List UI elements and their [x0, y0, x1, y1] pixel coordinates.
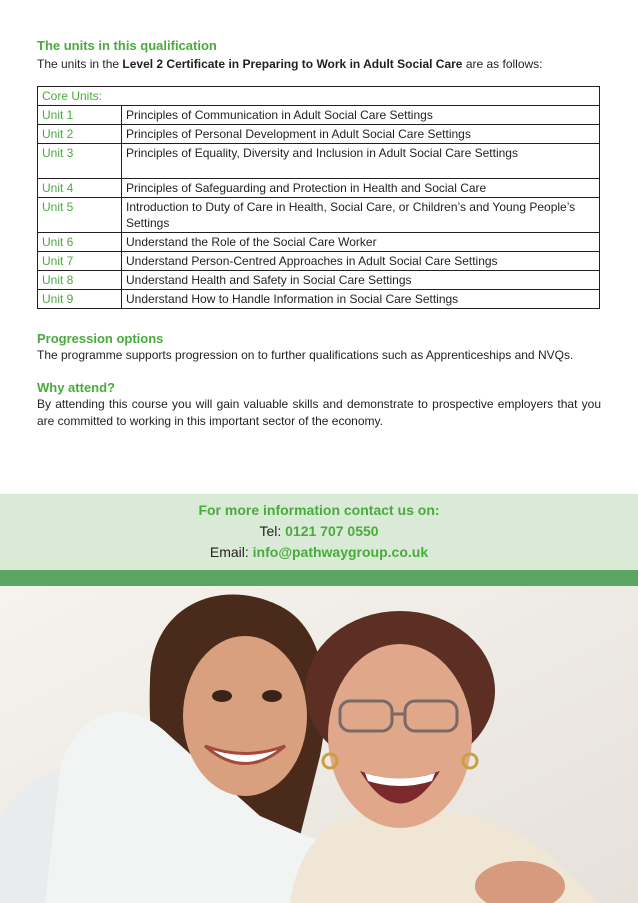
unit-number: Unit 9: [38, 290, 122, 309]
unit-title: Principles of Equality, Diversity and Inclusion in Adult Social Care Settings: [122, 144, 600, 179]
contact-tel: [0, 521, 638, 542]
why-attend-heading: Why attend?: [37, 380, 115, 395]
units-intro-after: are as follows:: [462, 57, 543, 71]
table-row: [38, 106, 600, 125]
unit-number: Unit 1: [38, 106, 122, 125]
unit-number: Unit 4: [38, 179, 122, 198]
photo-illustration: [0, 586, 638, 903]
units-heading: The units in this qualification: [37, 38, 217, 53]
email-link[interactable]: info@pathwaygroup.co.uk: [252, 544, 429, 560]
table-row: [38, 252, 600, 271]
tel-link[interactable]: 0121 707 0550: [285, 523, 379, 539]
table-row: [38, 125, 600, 144]
unit-title: Principles of Communication in Adult Social Care Settings: [122, 106, 600, 125]
main-content: [37, 38, 601, 430]
table-row: [38, 198, 600, 233]
unit-title: Understand Health and Safety in Social Care Settings: [122, 271, 600, 290]
tel-label: Tel:: [259, 523, 286, 539]
units-intro: [37, 56, 601, 72]
core-units-label: Core Units:: [38, 87, 600, 106]
core-units-row: [38, 87, 600, 106]
progression-section: [37, 331, 601, 364]
unit-number: Unit 2: [38, 125, 122, 144]
unit-title: Understand Person-Centred Approaches in Adult Social Care Settings: [122, 252, 600, 271]
unit-title: Understand How to Handle Information in Social Care Settings: [122, 290, 600, 309]
unit-title: Understand the Role of the Social Care Worker: [122, 233, 600, 252]
unit-number: Unit 5: [38, 198, 122, 233]
table-row: [38, 233, 600, 252]
unit-number: Unit 6: [38, 233, 122, 252]
unit-title: Principles of Personal Development in Adult Social Care Settings: [122, 125, 600, 144]
green-divider-bar: [0, 570, 638, 586]
table-row: [38, 144, 600, 179]
units-table: [37, 86, 600, 309]
contact-lead: For more information contact us on:: [198, 502, 440, 518]
table-row: [38, 290, 600, 309]
unit-number: Unit 8: [38, 271, 122, 290]
why-attend-section: [37, 380, 601, 430]
table-row: [38, 271, 600, 290]
table-row: [38, 179, 600, 198]
email-label: Email:: [209, 544, 253, 560]
units-intro-before: The units in the: [37, 57, 123, 71]
unit-title: Principles of Safeguarding and Protection in Health and Social Care: [122, 179, 600, 198]
caregiver-photo: [0, 586, 638, 903]
unit-number: Unit 3: [38, 144, 122, 179]
progression-text: The programme supports progression on to further qualifications such as Apprenticeships and NVQs.: [37, 348, 574, 362]
unit-title: Introduction to Duty of Care in Health, Social Care, or Children’s and Young People’s Settings: [122, 198, 600, 233]
contact-block: [0, 500, 638, 563]
why-attend-text: By attending this course you will gain valuable skills and demonstrate to prospective employers that you are committed to working in this important sector of the economy.: [37, 397, 601, 428]
contact-email: [0, 542, 638, 563]
progression-heading: Progression options: [37, 331, 164, 346]
unit-number: Unit 7: [38, 252, 122, 271]
qualification-name: Level 2 Certificate in Preparing to Work in Adult Social Care: [122, 57, 463, 71]
